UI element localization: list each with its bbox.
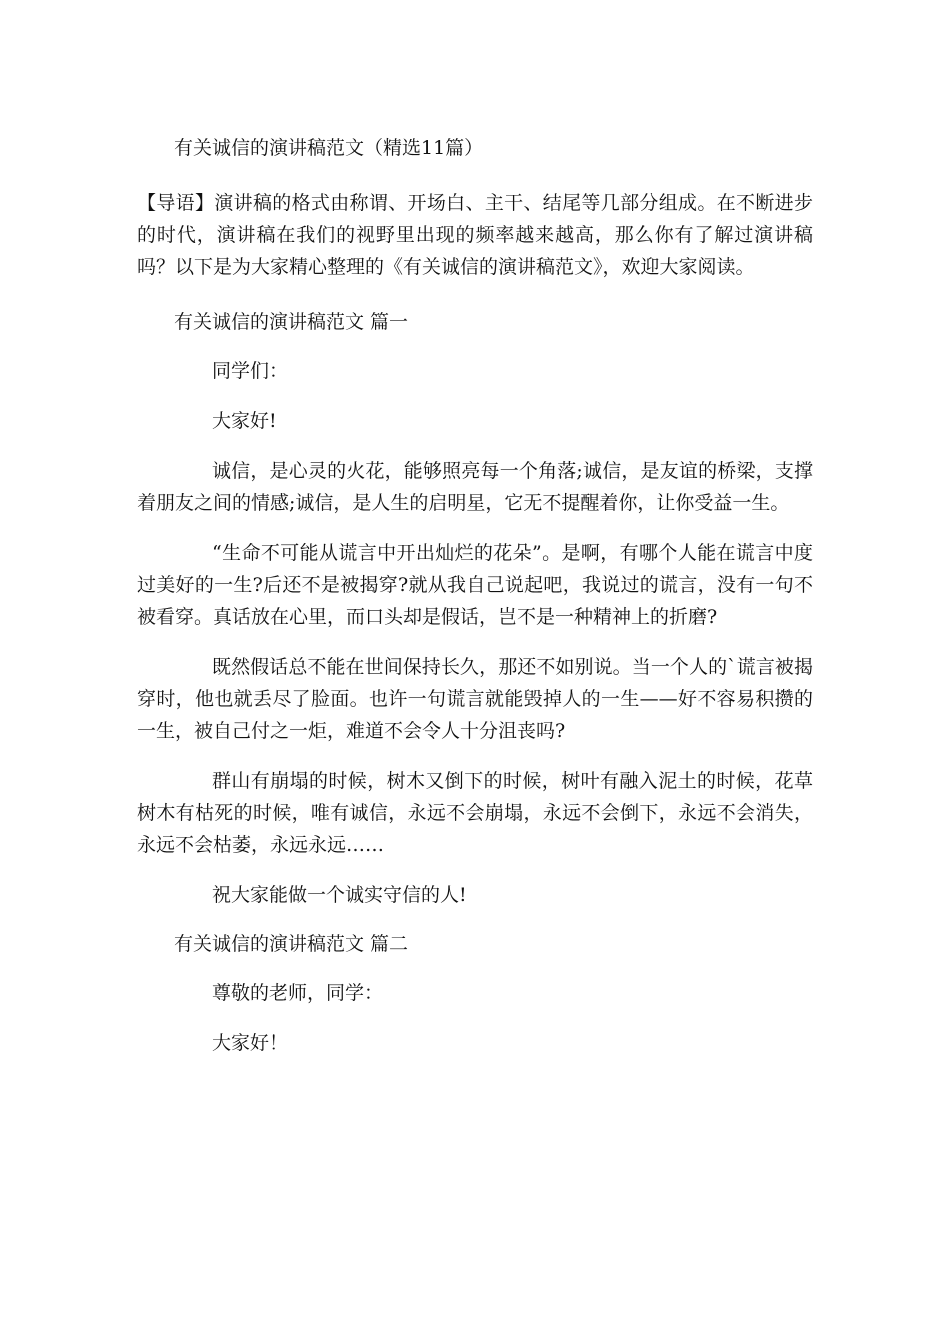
section-1-paragraph: 群山有崩塌的时候，树木又倒下的时候，树叶有融入泥土的时候，花草树木有枯死的时候，唯有诚信，永远不会崩塌，永远不会倒下，永远不会消失，永远不会枯萎，永远永远…… (137, 770, 813, 856)
section-1-paragraph: 诚信，是心灵的火花，能够照亮每一个角落;诚信，是友谊的桥梁，支撑着朋友之间的情感;诚信，是人生的启明星，它无不提醒着你，让你受益一生。 (137, 460, 813, 514)
intro-paragraph: 【导语】演讲稿的格式由称谓、开场白、主干、结尾等几部分组成。在不断进步的时代，演讲稿在我们的视野里出现的频率越来越高，那么你有了解过演讲稿吗？以下是为大家精心整理的《有关诚信的演讲稿范文》，欢迎大家阅读。 (137, 192, 813, 278)
section-2-heading: 有关诚信的演讲稿范文 篇二 (174, 933, 409, 955)
document-page (137, 120, 813, 1059)
document-title: 有关诚信的演讲稿范文（精选11篇） (174, 137, 484, 159)
section-2-salutation: 尊敬的老师，同学： (212, 982, 384, 1004)
section-1-greeting: 大家好! (212, 410, 277, 432)
section-2-greeting: 大家好！ (212, 1032, 289, 1054)
section-1-paragraph: “生命不可能从谎言中开出灿烂的花朵”。是啊，有哪个人能在谎言中度过美好的一生?后还不是被揭穿?就从我自己说起吧，我说过的谎言，没有一句不被看穿。真话放在心里，而口头却是假话，岂不是一种精神上的折磨? (137, 542, 813, 628)
section-1-paragraph: 既然假话总不能在世间保持长久，那还不如别说。当一个人的`谎言被揭穿时，他也就丢尽了脸面。也许一句谎言就能毁掉人的一生——好不容易积攒的一生，被自己付之一炬，难道不会令人十分沮丧吗? (137, 656, 813, 742)
section-1-closing: 祝大家能做一个诚实守信的人! (212, 884, 467, 906)
section-1-heading: 有关诚信的演讲稿范文 篇一 (174, 311, 409, 333)
section-1-salutation: 同学们： (212, 360, 289, 382)
